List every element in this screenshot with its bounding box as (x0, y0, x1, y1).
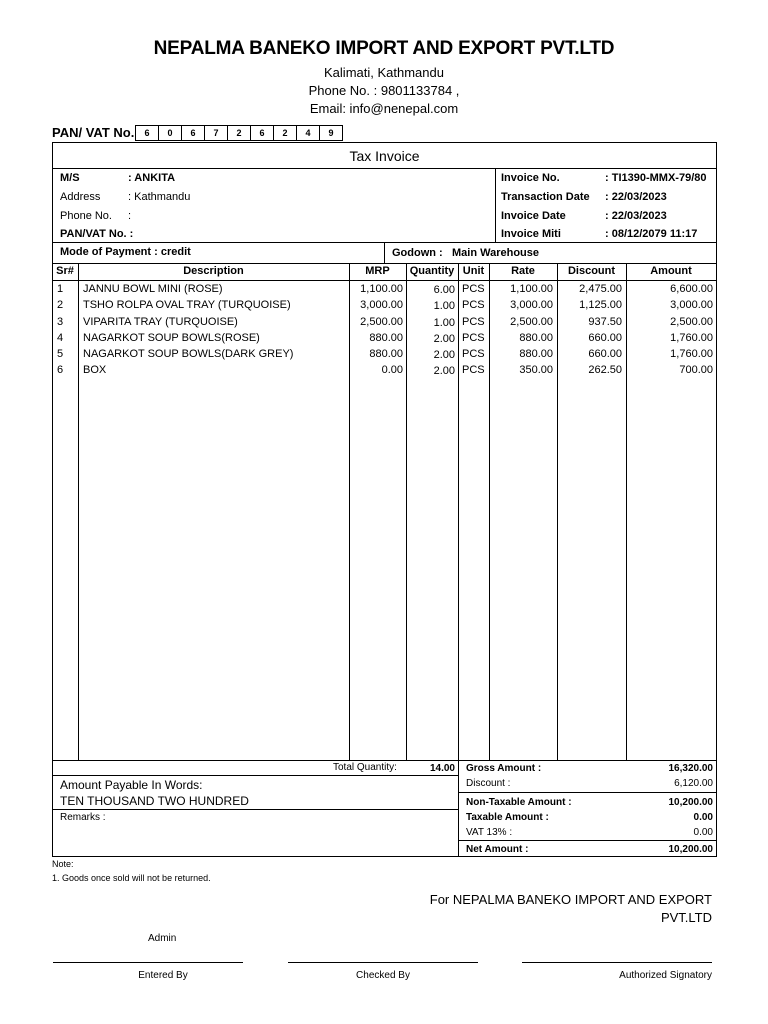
pan-digit: 7 (204, 125, 227, 141)
signature-line-checked (288, 962, 478, 963)
item-discount: 2,475.00 (579, 283, 622, 295)
col-header-unit: Unit (462, 265, 485, 277)
pan-digit: 6 (181, 125, 204, 141)
item-rate: 880.00 (519, 348, 553, 360)
invoice-date-value: : 22/03/2023 (605, 210, 667, 222)
item-amount: 2,500.00 (670, 316, 713, 328)
total-quantity-label: Total Quantity: (333, 762, 397, 773)
item-quantity: 1.00 (433, 300, 455, 312)
invoice-no-value: : TI1390-MMX-79/80 (605, 172, 707, 184)
ms-value: : ANKITA (128, 172, 176, 184)
col-header-rate: Rate (511, 265, 535, 277)
item-unit: PCS (462, 283, 485, 295)
item-description: JANNU BOWL MINI (ROSE) (83, 283, 223, 295)
address-label: Address (60, 191, 101, 203)
item-mrp: 3,000.00 (360, 299, 403, 311)
item-description: NAGARKOT SOUP BOWLS(ROSE) (83, 332, 260, 344)
item-mrp: 2,500.00 (360, 316, 403, 328)
item-quantity: 2.00 (433, 365, 455, 377)
for-company-line2: PVT.LTD (660, 910, 712, 925)
item-unit: PCS (462, 299, 485, 311)
company-email: Email: info@nenepal.com (309, 101, 459, 116)
invoice-miti-value: : 08/12/2079 11:17 (605, 228, 698, 240)
amount-words-label: Amount Payable In Words: (60, 778, 203, 792)
pan-digit: 4 (296, 125, 319, 141)
taxable-value: 0.00 (693, 812, 713, 823)
item-amount: 700.00 (679, 364, 713, 376)
taxable-label: Taxable Amount : (466, 812, 549, 823)
pan-digit: 6 (135, 125, 158, 141)
address-value: : Kathmandu (128, 191, 191, 203)
payment-mode: Mode of Payment : credit (60, 246, 191, 258)
pan-digit: 9 (319, 125, 343, 141)
invoice-miti-label: Invoice Miti (501, 228, 561, 240)
total-quantity-value: 14.00 (429, 763, 455, 774)
item-mrp: 0.00 (381, 364, 403, 376)
col-header-quantity: Quantity (409, 265, 455, 277)
item-rate: 880.00 (519, 332, 553, 344)
item-description: TSHO ROLPA OVAL TRAY (TURQUOISE) (83, 299, 291, 311)
item-mrp: 880.00 (369, 348, 403, 360)
item-discount: 262.50 (588, 364, 622, 376)
pan-digit: 6 (250, 125, 273, 141)
item-description: VIPARITA TRAY (TURQUOISE) (83, 316, 238, 328)
remarks-label: Remarks : (60, 812, 106, 823)
authorized-signatory-label: Authorized Signatory (619, 970, 712, 981)
item-sr: 2 (57, 299, 64, 311)
item-description: BOX (83, 364, 107, 376)
item-quantity: 1.00 (433, 317, 455, 329)
gross-amount-value: 16,320.00 (668, 763, 713, 774)
discount-value: 6,120.00 (674, 778, 713, 789)
item-rate: 1,100.00 (510, 283, 553, 295)
col-header-sr: Sr# (56, 265, 74, 277)
customer-pan-label: PAN/VAT No. : (60, 228, 134, 240)
checked-by-label: Checked By (356, 970, 410, 981)
item-rate: 2,500.00 (510, 316, 553, 328)
signature-line-entered (53, 962, 243, 963)
col-header-amount: Amount (650, 265, 692, 277)
item-discount: 1,125.00 (579, 299, 622, 311)
invoice-date-label: Invoice Date (501, 210, 566, 222)
item-sr: 1 (57, 283, 64, 295)
company-name: NEPALMA BANEKO IMPORT AND EXPORT PVT.LTD (153, 38, 615, 59)
col-header-discount: Discount (567, 265, 616, 277)
vat-label: VAT 13% : (466, 827, 513, 838)
item-quantity: 2.00 (433, 333, 455, 345)
gross-amount-label: Gross Amount : (466, 763, 542, 774)
item-discount: 937.50 (588, 316, 622, 328)
item-unit: PCS (462, 316, 485, 328)
net-amount-label: Net Amount : (466, 844, 529, 855)
col-header-description: Description (183, 265, 244, 277)
invoice-title: Tax Invoice (349, 148, 420, 164)
invoice-no-label: Invoice No. (501, 172, 560, 184)
godown-value: Main Warehouse (452, 247, 539, 259)
non-taxable-label: Non-Taxable Amount : (466, 797, 572, 808)
item-quantity: 2.00 (433, 349, 455, 361)
phone-label: Phone No. (60, 210, 112, 222)
pan-digit: 2 (273, 125, 296, 141)
item-quantity: 6.00 (433, 284, 455, 296)
item-description: NAGARKOT SOUP BOWLS(DARK GREY) (83, 348, 294, 360)
item-sr: 5 (57, 348, 64, 360)
item-amount: 6,600.00 (670, 283, 713, 295)
ms-label: M/S (60, 172, 80, 184)
net-amount-value: 10,200.00 (668, 844, 713, 855)
for-company-line1: For NEPALMA BANEKO IMPORT AND EXPORT (429, 892, 712, 907)
item-amount: 1,760.00 (670, 348, 713, 360)
item-amount: 3,000.00 (670, 299, 713, 311)
entered-by-label: Entered By (138, 970, 188, 981)
vat-value: 0.00 (693, 827, 713, 838)
pan-digit: 0 (158, 125, 181, 141)
phone-value: : (128, 210, 132, 222)
godown-label: Godown : (392, 247, 443, 259)
pan-digit-boxes (135, 125, 343, 141)
item-amount: 1,760.00 (670, 332, 713, 344)
transaction-date-label: Transaction Date (501, 191, 590, 203)
non-taxable-value: 10,200.00 (668, 797, 713, 808)
company-address: Kalimati, Kathmandu (324, 65, 444, 80)
amount-words-value: TEN THOUSAND TWO HUNDRED (60, 794, 249, 808)
item-mrp: 1,100.00 (360, 283, 403, 295)
item-mrp: 880.00 (369, 332, 403, 344)
item-rate: 350.00 (519, 364, 553, 376)
item-sr: 4 (57, 332, 64, 344)
item-unit: PCS (462, 364, 485, 376)
item-discount: 660.00 (588, 348, 622, 360)
note-title: Note: (52, 859, 74, 869)
item-unit: PCS (462, 332, 485, 344)
item-discount: 660.00 (588, 332, 622, 344)
entered-by-name: Admin (148, 933, 177, 944)
pan-label: PAN/ VAT No. (52, 125, 135, 140)
item-rate: 3,000.00 (510, 299, 553, 311)
item-sr: 6 (57, 364, 64, 376)
col-header-mrp: MRP (365, 265, 390, 277)
item-sr: 3 (57, 316, 64, 328)
note-line: 1. Goods once sold will not be returned. (52, 873, 211, 883)
item-unit: PCS (462, 348, 485, 360)
pan-digit: 2 (227, 125, 250, 141)
signature-line-authorized (522, 962, 712, 963)
transaction-date-value: : 22/03/2023 (605, 191, 667, 203)
discount-label: Discount : (466, 778, 511, 789)
company-phone: Phone No. : 9801133784 , (308, 83, 460, 98)
